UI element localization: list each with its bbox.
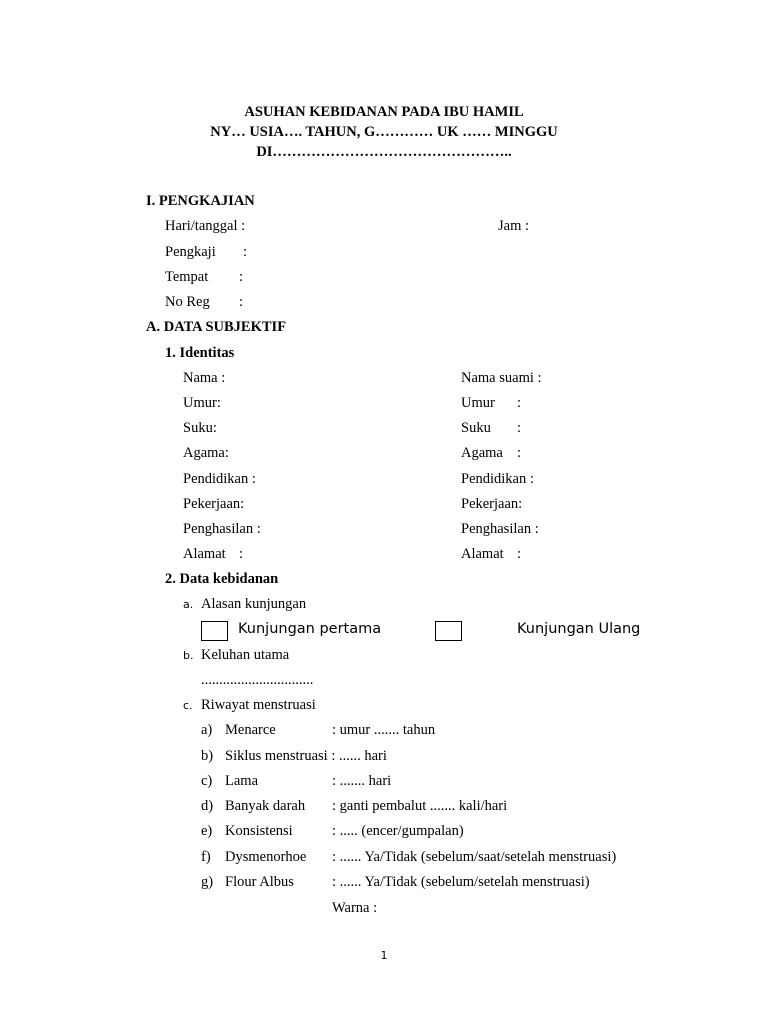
kunjungan-ulang-label: Kunjungan Ulang bbox=[517, 621, 641, 637]
suami-alamat-label: Alamat bbox=[461, 546, 504, 562]
identitas-title: 1. Identitas bbox=[165, 345, 235, 361]
kunjungan-pertama-checkbox[interactable] bbox=[201, 621, 228, 641]
ibu-agama-label: Agama: bbox=[183, 445, 229, 461]
jam-label: Jam : bbox=[498, 218, 530, 234]
suami-nama-label: Nama suami : bbox=[461, 370, 542, 386]
kunjungan-ulang-checkbox[interactable] bbox=[435, 621, 462, 641]
suami-suku-label: Suku bbox=[461, 420, 491, 436]
menstruasi-marker: d) bbox=[201, 798, 214, 814]
document-title-line-2: NY… USIA…. TAHUN, G………… UK …… MINGGU bbox=[210, 124, 558, 140]
menstruasi-label: Menarce bbox=[225, 722, 276, 738]
document-title-line-1: ASUHAN KEBIDANAN PADA IBU HAMIL bbox=[244, 104, 524, 120]
suami-suku-colon: : bbox=[517, 420, 522, 436]
riwayat-menstruasi-label: Riwayat menstruasi bbox=[201, 697, 316, 713]
warna-label: Warna : bbox=[332, 900, 378, 916]
menstruasi-marker: c) bbox=[201, 773, 213, 789]
ibu-alamat-colon: : bbox=[239, 546, 244, 562]
suami-umur-label: Umur bbox=[461, 395, 495, 411]
menstruasi-value: : ....... hari bbox=[332, 773, 392, 789]
ibu-nama-label: Nama : bbox=[183, 370, 226, 386]
suami-penghasilan-label: Penghasilan : bbox=[461, 521, 539, 537]
ibu-alamat-label: Alamat bbox=[183, 546, 226, 562]
hari-tanggal-label: Hari/tanggal : bbox=[165, 218, 246, 234]
document-title-line-3: DI………………………………………….. bbox=[256, 144, 512, 160]
pengkaji-colon: : bbox=[243, 244, 248, 260]
suami-pekerjaan-label: Pekerjaan: bbox=[461, 496, 523, 512]
menstruasi-marker: f) bbox=[201, 849, 211, 865]
menstruasi-marker: a) bbox=[201, 722, 213, 738]
ibu-pendidikan-label: Pendidikan : bbox=[183, 471, 256, 487]
menstruasi-value: : ...... Ya/Tidak (sebelum/setelah menstruasi) bbox=[332, 874, 590, 890]
tempat-colon: : bbox=[239, 269, 244, 285]
menstruasi-marker: b) bbox=[201, 748, 214, 764]
kunjungan-pertama-label: Kunjungan pertama bbox=[238, 621, 382, 637]
suami-agama-label: Agama bbox=[461, 445, 503, 461]
suami-pendidikan-label: Pendidikan : bbox=[461, 471, 534, 487]
menstruasi-value: : ..... (encer/gumpalan) bbox=[332, 823, 464, 839]
menstruasi-label: Lama bbox=[225, 773, 259, 789]
menstruasi-label: Konsistensi bbox=[225, 823, 293, 839]
page-number: 1 bbox=[380, 949, 388, 962]
ibu-suku-label: Suku: bbox=[183, 420, 217, 436]
menstruasi-value: : ganti pembalut ....... kali/hari bbox=[332, 798, 508, 814]
no-reg-label: No Reg bbox=[165, 294, 210, 310]
menstruasi-marker: e) bbox=[201, 823, 213, 839]
tempat-label: Tempat bbox=[165, 269, 209, 285]
suami-umur-colon: : bbox=[517, 395, 522, 411]
keluhan-utama-dots: ............................... bbox=[201, 672, 314, 688]
suami-agama-colon: : bbox=[517, 445, 522, 461]
section-data-subjektif-title: A. DATA SUBJEKTIF bbox=[146, 319, 287, 335]
menstruasi-marker: g) bbox=[201, 874, 214, 890]
item-a-marker: a. bbox=[183, 598, 194, 611]
menstruasi-label: Siklus menstruasi : ...... hari bbox=[225, 748, 387, 764]
ibu-umur-label: Umur: bbox=[183, 395, 221, 411]
menstruasi-label: Flour Albus bbox=[225, 874, 294, 890]
menstruasi-label: Dysmenorhoe bbox=[225, 849, 307, 865]
menstruasi-value: : ...... Ya/Tidak (sebelum/saat/setelah menstruasi) bbox=[332, 849, 617, 865]
alasan-kunjungan-label: Alasan kunjungan bbox=[201, 596, 307, 612]
no-reg-colon: : bbox=[239, 294, 244, 310]
menstruasi-value: : umur ....... tahun bbox=[332, 722, 436, 738]
data-kebidanan-title: 2. Data kebidanan bbox=[165, 571, 279, 587]
suami-alamat-colon: : bbox=[517, 546, 522, 562]
section-pengkajian-title: I. PENGKAJIAN bbox=[146, 193, 255, 209]
keluhan-utama-label: Keluhan utama bbox=[201, 647, 290, 663]
item-b-marker: b. bbox=[183, 649, 194, 662]
pengkaji-label: Pengkaji bbox=[165, 244, 216, 260]
item-c-marker: c. bbox=[183, 699, 193, 712]
menstruasi-label: Banyak darah bbox=[225, 798, 306, 814]
ibu-penghasilan-label: Penghasilan : bbox=[183, 521, 261, 537]
ibu-pekerjaan-label: Pekerjaan: bbox=[183, 496, 245, 512]
